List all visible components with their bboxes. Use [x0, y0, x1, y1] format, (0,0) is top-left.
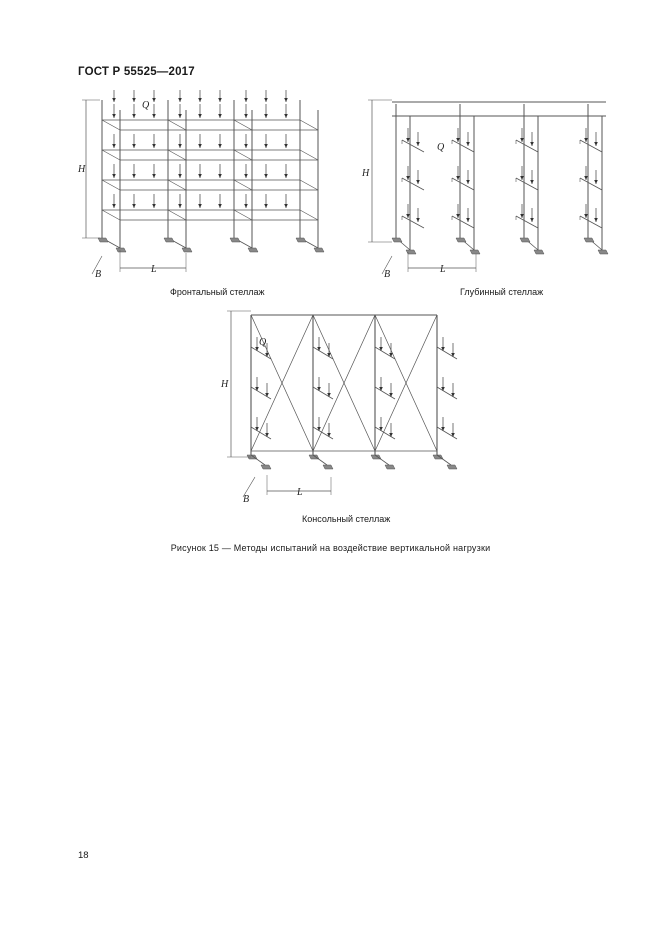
load-arrowhead [198, 114, 202, 118]
load-arrowhead [389, 393, 393, 397]
base-leg [313, 455, 327, 465]
load-arrowhead [218, 174, 222, 178]
load-arrowhead [218, 204, 222, 208]
load-arrowhead [451, 433, 455, 437]
load-arrowhead [456, 138, 460, 142]
base-plate [98, 238, 108, 242]
base-plate [248, 248, 258, 252]
page-number: 18 [78, 850, 89, 861]
load-arrowhead [379, 347, 383, 351]
shelf-edge [168, 180, 186, 190]
load-arrowhead [198, 204, 202, 208]
load-arrowhead [406, 138, 410, 142]
base-plate [323, 465, 333, 469]
load-arrowhead [264, 204, 268, 208]
load-arrowhead [327, 393, 331, 397]
load-arrowhead [466, 218, 470, 222]
load-arrowhead [255, 427, 259, 431]
deep-length-label: L [440, 264, 446, 275]
load-arrowhead [264, 174, 268, 178]
cantilever-height-label: H [221, 379, 229, 390]
base-plate [164, 238, 174, 242]
rail [452, 216, 474, 228]
shelf-edge [168, 150, 186, 160]
standard-title: ГОСТ Р 55525—2017 [78, 66, 195, 78]
load-arrowhead [198, 174, 202, 178]
load-arrowhead [152, 174, 156, 178]
load-arrowhead [317, 387, 321, 391]
load-arrowhead [379, 427, 383, 431]
load-arrowhead [466, 142, 470, 146]
load-arrowhead [594, 142, 598, 146]
cantilever-load-label: Q [259, 337, 267, 348]
front-height-label: H [78, 164, 86, 175]
shelf-edge [234, 210, 252, 220]
rail [402, 216, 424, 228]
load-arrowhead [441, 347, 445, 351]
load-arrowhead [112, 98, 116, 102]
deep-width-label: B [384, 269, 391, 278]
load-arrowhead [530, 218, 534, 222]
base-plate [230, 238, 240, 242]
load-arrowhead [152, 204, 156, 208]
base-plate [314, 248, 324, 252]
shelf-edge [234, 150, 252, 160]
cantilever-length-label: L [297, 487, 303, 498]
shelf-edge [168, 210, 186, 220]
load-arrowhead [520, 214, 524, 218]
load-arrowhead [284, 144, 288, 148]
base-plate [447, 465, 457, 469]
load-arrowhead [152, 114, 156, 118]
cantilever-rack-drawing [215, 305, 475, 505]
load-arrowhead [317, 427, 321, 431]
load-arrowhead [198, 144, 202, 148]
load-arrowhead [441, 387, 445, 391]
load-arrowhead [441, 427, 445, 431]
load-arrowhead [416, 218, 420, 222]
base-plate [598, 250, 608, 254]
base-plate [520, 238, 530, 242]
shelf-edge [300, 120, 318, 130]
deep-rack-caption: Глубинный стеллаж [460, 287, 544, 297]
load-arrowhead [132, 144, 136, 148]
rail [516, 178, 538, 190]
shelf-edge [300, 180, 318, 190]
load-arrowhead [244, 114, 248, 118]
load-arrowhead [178, 114, 182, 118]
load-arrowhead [327, 433, 331, 437]
load-arrowhead [406, 214, 410, 218]
figure-deep-rack [356, 88, 621, 278]
load-arrowhead [584, 176, 588, 180]
load-arrowhead [112, 174, 116, 178]
load-arrowhead [255, 387, 259, 391]
load-arrowhead [456, 176, 460, 180]
load-arrowhead [218, 144, 222, 148]
rail [580, 140, 602, 152]
load-arrowhead [284, 204, 288, 208]
load-arrowhead [264, 98, 268, 102]
base-plate [116, 248, 126, 252]
base-plate [406, 250, 416, 254]
load-arrowhead [451, 393, 455, 397]
load-arrowhead [244, 98, 248, 102]
load-arrowhead [178, 144, 182, 148]
load-arrowhead [594, 218, 598, 222]
load-arrowhead [456, 214, 460, 218]
rail [452, 140, 474, 152]
load-arrowhead [178, 204, 182, 208]
cantilever-width-label: B [243, 494, 250, 505]
deep-load-label: Q [437, 142, 445, 153]
load-arrowhead [317, 347, 321, 351]
load-arrowhead [112, 114, 116, 118]
rail [580, 178, 602, 190]
rail [452, 178, 474, 190]
load-arrowhead [198, 98, 202, 102]
load-arrowhead [416, 142, 420, 146]
deep-rack-drawing [356, 88, 621, 278]
load-arrowhead [451, 353, 455, 357]
figure-cantilever-rack [215, 305, 475, 505]
load-arrowhead [389, 353, 393, 357]
shelf-edge [300, 210, 318, 220]
load-arrowhead [132, 98, 136, 102]
front-length-label: L [151, 264, 157, 275]
base-plate [385, 465, 395, 469]
load-arrowhead [466, 180, 470, 184]
load-arrowhead [584, 138, 588, 142]
load-arrowhead [132, 204, 136, 208]
load-arrowhead [530, 142, 534, 146]
load-arrowhead [284, 98, 288, 102]
load-arrowhead [594, 180, 598, 184]
base-plate [296, 238, 306, 242]
base-plate [456, 238, 466, 242]
front-width-label: B [95, 269, 102, 278]
shelf-edge [102, 120, 120, 130]
load-arrowhead [244, 144, 248, 148]
load-arrowhead [218, 114, 222, 118]
rail [402, 140, 424, 152]
load-arrowhead [178, 98, 182, 102]
load-arrowhead [530, 180, 534, 184]
load-arrowhead [132, 174, 136, 178]
base-plate [470, 250, 480, 254]
load-arrowhead [218, 98, 222, 102]
load-arrowhead [265, 393, 269, 397]
base-plate [584, 238, 594, 242]
front-load-label: Q [142, 100, 150, 111]
load-arrowhead [244, 204, 248, 208]
deep-height-label: H [362, 168, 370, 179]
rail [402, 178, 424, 190]
front-rack-caption: Фронтальный стеллаж [170, 287, 265, 297]
shelf-edge [168, 120, 186, 130]
load-arrowhead [152, 144, 156, 148]
shelf-edge [102, 150, 120, 160]
load-arrowhead [265, 353, 269, 357]
load-arrowhead [244, 174, 248, 178]
load-arrowhead [284, 174, 288, 178]
rail [516, 216, 538, 228]
base-leg [437, 455, 451, 465]
load-arrowhead [152, 98, 156, 102]
shelf-edge [102, 210, 120, 220]
load-arrowhead [379, 387, 383, 391]
figure-caption: Рисунок 15 — Методы испытаний на воздействие вертикальной нагрузки [170, 543, 491, 553]
cantilever-rack-caption: Консольный стеллаж [302, 514, 391, 524]
load-arrowhead [327, 353, 331, 357]
base-plate [182, 248, 192, 252]
rail [516, 140, 538, 152]
shelf-edge [234, 120, 252, 130]
shelf-edge [300, 150, 318, 160]
figure-front-rack [70, 88, 340, 278]
load-arrowhead [264, 144, 268, 148]
load-arrowhead [416, 180, 420, 184]
load-arrowhead [112, 144, 116, 148]
base-leg [251, 455, 265, 465]
load-arrowhead [284, 114, 288, 118]
load-arrowhead [264, 114, 268, 118]
front-rack-drawing [70, 88, 340, 278]
load-arrowhead [112, 204, 116, 208]
shelf-edge [102, 180, 120, 190]
load-arrowhead [520, 138, 524, 142]
base-plate [392, 238, 402, 242]
rail [580, 216, 602, 228]
load-arrowhead [520, 176, 524, 180]
base-plate [261, 465, 271, 469]
load-arrowhead [389, 433, 393, 437]
base-plate [534, 250, 544, 254]
load-arrowhead [584, 214, 588, 218]
shelf-edge [234, 180, 252, 190]
base-leg [375, 455, 389, 465]
load-arrowhead [406, 176, 410, 180]
load-arrowhead [265, 433, 269, 437]
load-arrowhead [178, 174, 182, 178]
load-arrowhead [132, 114, 136, 118]
